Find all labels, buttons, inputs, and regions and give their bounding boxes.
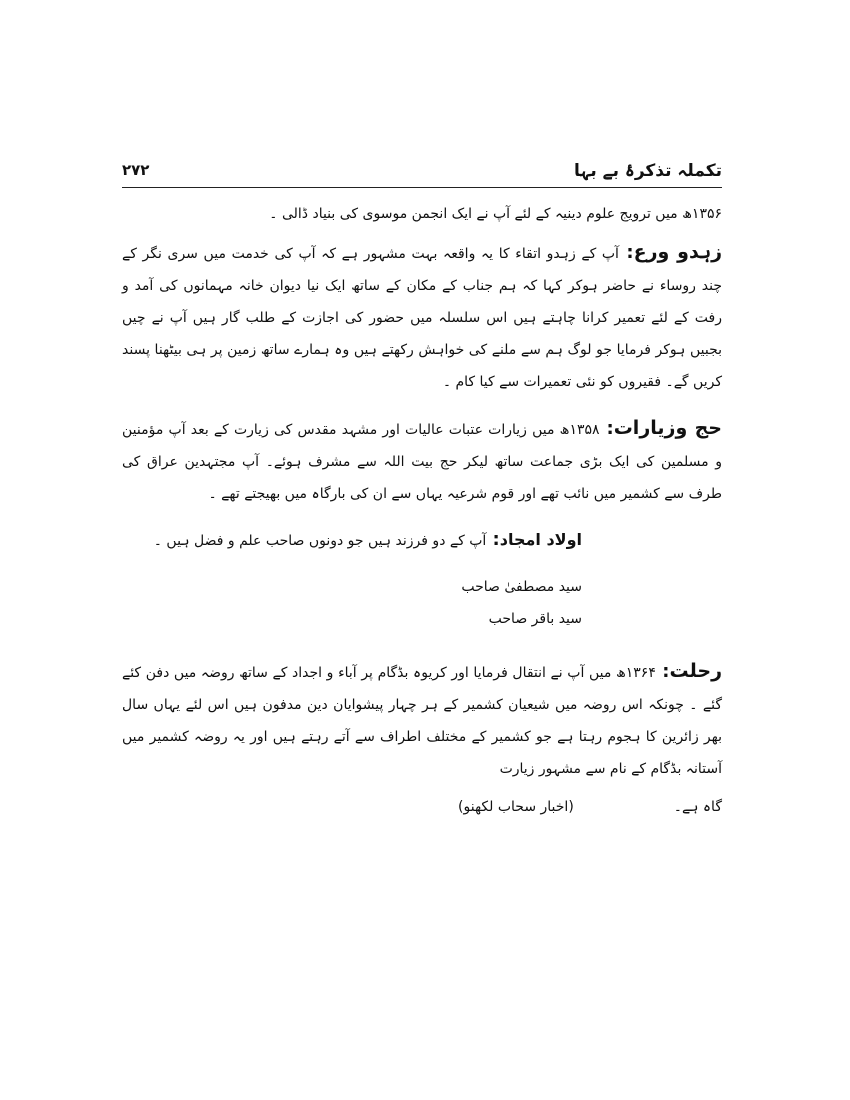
rehlat-text: ۱۳۶۴ھ میں آپ نے انتقال فرمایا اور کریوہ بڈگام پر آباء و اجداد کے ساتھ روضہ میں دفن کئے گئے ۔ چونکہ اس روضہ میں شیعیان کشمیر کے ہر چہار پیشوایان دین مدفون ہیں اس لئے یہاں سال بھر زائرین کا ہجوم رہتا ہے جو کشمیر کے مختلف اطراف سے آتے رہتے ہیں اور یہ روضہ کشمیر میں آستانہ بڈگام کے نام سے مشہور زیارت xyxy=(122,665,722,777)
zuhd-text: آپ کے زہدو اتقاء کا یہ واقعہ بہت مشہور ہے کہ آپ کی خدمت میں سری نگر کے چند روساء نے حاضر ہوکر کہا کہ ہم جناب کے مکان کے ساتھ ایک نیا دیوان خانہ مہمانوں کی آمد و رفت کے لئے تعمیر کرانا چاہتے ہیں اس سلسلہ میں حضور کی اجازت کے طلب گار ہیں آپ نے چیں بجبیں ہوکر فرمایا جو لوگ ہم سے ملنے کی خواہش رکھتے ہیں وہ ہمارے ساتھ زمین پر ہی بیٹھنا پسند کریں گے۔ فقیروں کو نئی تعمیرات سے کیا کام ۔ xyxy=(122,246,722,390)
hajj-paragraph xyxy=(122,412,722,510)
rehlat-last-line xyxy=(122,791,722,823)
son-item: سید مصطفیٰ صاحب xyxy=(461,579,582,595)
book-title: تکملہ تذکرۂ بے بہا xyxy=(573,161,722,181)
rehlat-last: گاہ ہے۔ xyxy=(673,799,722,815)
hajj-heading: حج وزیارات xyxy=(613,417,723,439)
zuhd-heading: زہدو ورع xyxy=(633,241,723,263)
rehlat-heading: رحلت xyxy=(669,660,723,682)
son-item: سید باقر صاحب xyxy=(488,611,582,627)
awlad-heading: اولاد امجاد xyxy=(499,530,582,549)
intro-paragraph xyxy=(122,198,722,230)
page-number: ۲۷۲ xyxy=(122,161,150,179)
hajj-colon: : xyxy=(599,418,614,439)
awlad-colon: : xyxy=(486,529,500,550)
rehlat-paragraph xyxy=(122,655,722,785)
body-text xyxy=(122,198,722,823)
intro-line: ۱۳۵۶ھ میں ترویج علوم دینیہ کے لئے آپ نے ایک انجمن موسوی کی بنیاد ڈالی ۔ xyxy=(269,206,722,222)
awlad-paragraph xyxy=(122,524,722,557)
sons-list xyxy=(122,571,722,635)
awlad-text: آپ کے دو فرزند ہیں جو دونوں صاحب علم و فضل ہیں ۔ xyxy=(153,533,487,549)
zuhd-colon: : xyxy=(618,242,634,263)
zuhd-paragraph xyxy=(122,236,722,398)
rehlat-colon: : xyxy=(655,661,670,682)
source-citation: (اخبار سحاب لکھنو) xyxy=(458,799,574,815)
header-rule xyxy=(122,187,722,188)
running-header xyxy=(122,160,722,186)
hajj-text: ۱۳۵۸ھ میں زیارات عتبات عالیات اور مشہد مقدس کی زیارت کے بعد آپ مؤمنین و مسلمین کی ایک بڑی جماعت ساتھ لیکر حج بیت اللہ سے مشرف ہوئے۔ آپ مجتہدین عراق کی طرف سے کشمیر میں نائب تھے اور قوم شرعیہ یہاں سے ان کی بارگاہ میں بھیجتے تھے ۔ xyxy=(122,422,722,502)
